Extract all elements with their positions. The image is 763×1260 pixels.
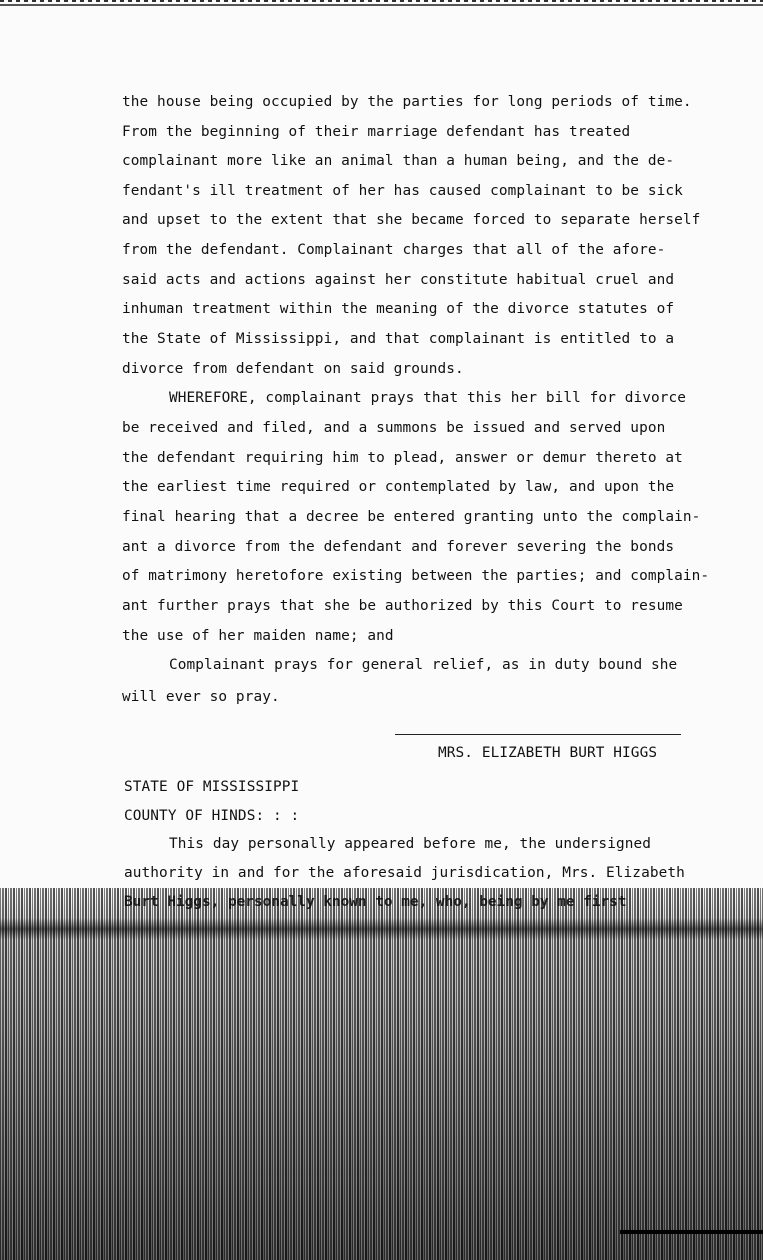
body-line: will ever so pray. <box>122 689 280 705</box>
body-line: divorce from defendant on said grounds. <box>122 361 464 377</box>
signature-line <box>395 734 681 735</box>
signature-name: MRS. ELIZABETH BURT HIGGS <box>438 745 658 761</box>
body-line: and upset to the extent that she became forced to separate herself <box>122 212 701 228</box>
scan-edge-mark <box>620 1230 763 1234</box>
body-line: the State of Mississippi, and that complainant is entitled to a <box>122 331 675 347</box>
body-line: ant a divorce from the defendant and forever severing the bonds <box>122 539 675 555</box>
affidavit-line: authority in and for the aforesaid jurisdication, Mrs. Elizabeth <box>124 865 685 881</box>
body-line: the use of her maiden name; and <box>122 628 394 644</box>
scan-damage-region <box>0 888 763 1260</box>
body-line: complainant more like an animal than a human being, and the de- <box>122 153 675 169</box>
body-line: Complainant prays for general relief, as in duty bound she <box>169 657 678 673</box>
body-line: inhuman treatment within the meaning of the divorce statutes of <box>122 301 675 317</box>
body-line: be received and filed, and a summons be issued and served upon <box>122 420 666 436</box>
body-line: ant further prays that she be authorized by this Court to resume <box>122 598 683 614</box>
body-line: said acts and actions against her constitute habitual cruel and <box>122 272 675 288</box>
page-top-border <box>0 0 763 2</box>
county-line: COUNTY OF HINDS: : : <box>124 808 300 824</box>
body-line: WHEREFORE, complainant prays that this her bill for divorce <box>169 390 687 406</box>
body-line: the defendant requiring him to plead, answer or demur thereto at <box>122 450 683 466</box>
obscured-line: Burt Higgs, personally known to me, who, being by me first <box>124 894 627 910</box>
scan-smear <box>0 918 763 940</box>
body-line: the house being occupied by the parties for long periods of time. <box>122 94 692 110</box>
body-line: of matrimony heretofore existing between the parties; and complain- <box>122 568 710 584</box>
page-top-rule <box>0 4 763 6</box>
body-line: the earliest time required or contemplated by law, and upon the <box>122 479 675 495</box>
body-line: from the defendant. Complainant charges that all of the afore- <box>122 242 666 258</box>
state-line: STATE OF MISSISSIPPI <box>124 779 300 795</box>
body-line: final hearing that a decree be entered granting unto the complain- <box>122 509 701 525</box>
body-line: fendant's ill treatment of her has caused complainant to be sick <box>122 183 683 199</box>
affidavit-line: This day personally appeared before me, the undersigned <box>169 836 652 852</box>
body-line: From the beginning of their marriage defendant has treated <box>122 124 631 140</box>
